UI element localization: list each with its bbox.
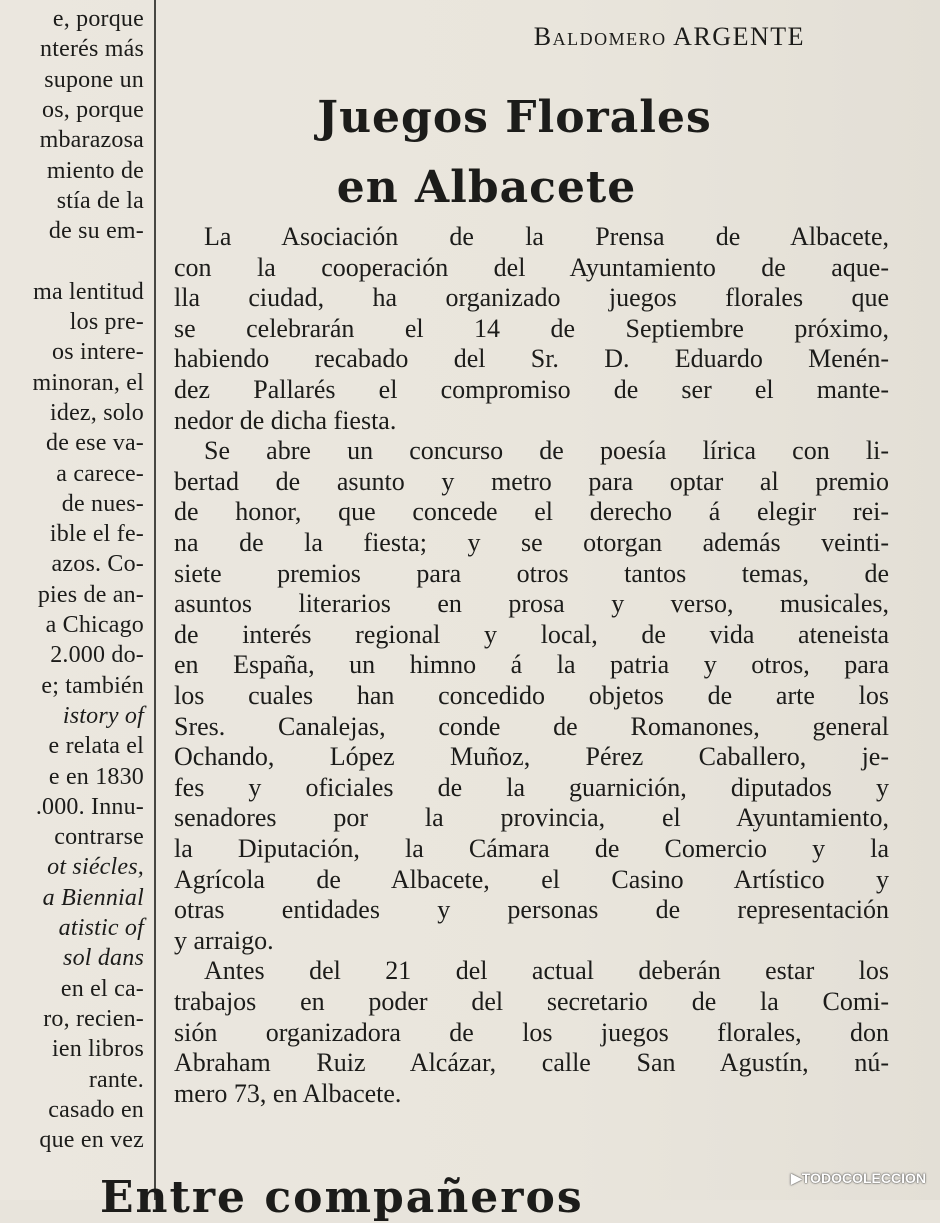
- article-line: se celebrarán el 14 de Septiembre próximo,: [174, 313, 889, 343]
- article-line: Ochando, López Muñoz, Pérez Caballero, je-: [174, 742, 889, 772]
- left-column-line: e; también: [41, 672, 144, 699]
- article-line: otras entidades y personas de representación: [174, 895, 889, 925]
- article-author: Baldomero ARGENTE: [533, 22, 805, 51]
- left-column-line: contrarse: [54, 824, 144, 851]
- left-column-line: mbarazosa: [39, 127, 144, 154]
- left-column-line: ot siécles,: [47, 854, 144, 881]
- left-column-line: los pre-: [69, 309, 144, 335]
- article-line: fes y oficiales de la guarnición, diputados y: [174, 772, 889, 802]
- left-column-line: os, porque: [42, 96, 144, 123]
- article-line: de honor, que concede el derecho á elegir rei-: [174, 497, 889, 527]
- left-column-line: ien libros: [52, 1036, 144, 1063]
- left-column-line: e en 1830: [48, 763, 144, 790]
- left-column-line: a carece-: [56, 460, 144, 487]
- headline-line-1: Juegos Florales: [317, 92, 712, 143]
- article: [170, 0, 895, 1200]
- left-column-line: a Chicago: [45, 612, 144, 638]
- left-column-line: miento de: [46, 157, 144, 184]
- article-line: los cuales han concedido objetos de arte los: [174, 681, 889, 710]
- left-column-line: pies de an-: [37, 581, 144, 608]
- article-line: de interés regional y local, de vida ateneista: [174, 619, 889, 649]
- left-column-line: ible el fe-: [49, 521, 144, 548]
- article-line: Abraham Ruiz Alcázar, calle San Agustín, nú-: [174, 1048, 889, 1078]
- article-line: Agrícola de Albacete, el Casino Artístico y: [174, 864, 889, 894]
- left-column-line: e relata el: [48, 733, 144, 760]
- article-line: siete premios para otros tantos temas, de: [174, 558, 889, 588]
- watermark-logo: ▶TODOCOLECCION: [791, 1170, 926, 1186]
- left-column-line: de ese va-: [46, 430, 144, 457]
- article-line: dez Pallarés el compromiso de ser el mante-: [174, 375, 889, 404]
- article-line: mero 73, en Albacete.: [174, 1078, 402, 1108]
- next-article-headline: Entre compañeros: [100, 1172, 584, 1223]
- headline-line-2: en Albacete: [336, 162, 637, 213]
- article-line: en España, un himno á la patria y otros, para: [174, 650, 889, 680]
- left-column-line: .000. Innu-: [35, 793, 144, 820]
- left-column-line: 2.000 do-: [50, 642, 144, 669]
- left-column-line: supone un: [44, 66, 144, 93]
- left-column-line: a Biennial: [42, 884, 144, 911]
- left-column: [0, 0, 150, 1200]
- left-column-line: casado en: [48, 1096, 144, 1123]
- left-column-line: minoran, el: [32, 369, 144, 396]
- left-column-line: e, porque: [52, 6, 144, 32]
- column-divider: [154, 0, 156, 1200]
- left-column-line: que en vez: [39, 1127, 144, 1154]
- left-column-line: de nues-: [61, 490, 144, 517]
- left-column-line: idez, solo: [50, 399, 144, 426]
- article-line: bertad de asunto y metro para optar al premio: [174, 466, 889, 496]
- left-column-line: azos. Co-: [51, 551, 144, 578]
- article-line: La Asociación de la Prensa de Albacete,: [204, 222, 889, 251]
- article-line: sión organizadora de los juegos florales, don: [174, 1017, 889, 1047]
- left-column-line: de su em-: [48, 218, 144, 245]
- article-line: Se abre un concurso de poesía lírica con li-: [204, 436, 889, 466]
- article-line: Antes del 21 del actual deberán estar los: [204, 956, 889, 986]
- left-column-line: ma lentitud: [33, 278, 144, 305]
- article-line: trabajos en poder del secretario de la Comi-: [174, 987, 889, 1016]
- left-column-line: sol dans: [63, 945, 144, 972]
- left-column-line: os intere-: [52, 339, 144, 366]
- left-column-line: atistic of: [58, 915, 144, 941]
- article-line: nedor de dicha fiesta.: [174, 405, 397, 435]
- article-line: asuntos literarios en prosa y verso, musicales,: [174, 589, 889, 619]
- left-column-line: rante.: [88, 1066, 144, 1093]
- article-line: habiendo recabado del Sr. D. Eduardo Menén-: [174, 344, 889, 374]
- article-line: senadores por la provincia, el Ayuntamiento,: [174, 803, 889, 833]
- article-line: y arraigo.: [174, 925, 274, 955]
- left-column-line: stía de la: [56, 187, 144, 214]
- left-column-line: nterés más: [40, 36, 144, 63]
- left-column-line: istory of: [62, 702, 144, 729]
- article-line: Sres. Canalejas, conde de Romanones, general: [174, 711, 889, 741]
- left-column-line: en el ca-: [60, 975, 144, 1002]
- article-line: con la cooperación del Ayuntamiento de aque-: [174, 252, 889, 282]
- article-line: na de la fiesta; y se otorgan además veinti-: [174, 528, 889, 557]
- left-column-line: ro, recien-: [43, 1005, 144, 1032]
- article-line: lla ciudad, ha organizado juegos florales que: [174, 283, 889, 313]
- article-line: la Diputación, la Cámara de Comercio y la: [174, 834, 889, 863]
